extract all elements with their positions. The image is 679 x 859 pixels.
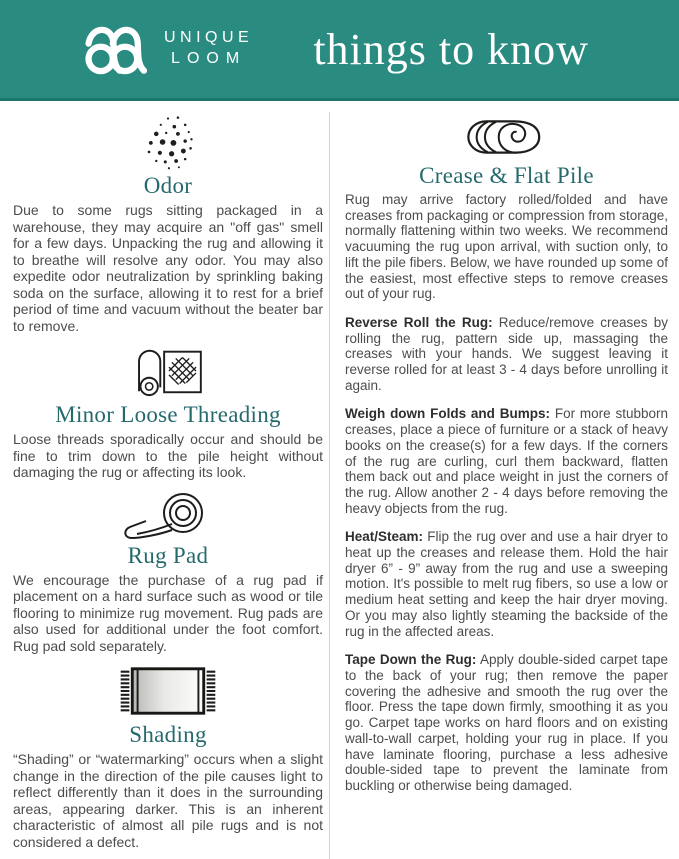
page-title: things to know	[313, 24, 589, 74]
tip-heat-steam-label: Heat/Steam:	[345, 529, 424, 545]
brand-line1: UNIQUE	[164, 29, 254, 47]
section-body-odor: Due to some rugs sitting packaged in a warehouse, they may acquire an "off gas" smell for a few days. Unpacking the rug and allowing it to breathe will resolve any odor. You may also expedite odor neutralization by sprinkling baking soda on the surface, allowing it to rest for a brief period of time and vacuum without the beater bar to remove.	[13, 202, 323, 334]
tip-heat-steam	[345, 529, 668, 639]
section-rug-pad	[13, 490, 323, 655]
content	[0, 101, 679, 859]
section-shading	[13, 663, 323, 850]
tip-tape-down	[345, 652, 668, 793]
section-body-shading: “Shading” or “watermarking” occurs when a slight change in the direction of the pile causes light to reflect differently than it does in the surrounding areas, appearing darker. This is an inherent characteristic of almost all pile rugs and is not considered a defect.	[13, 751, 323, 850]
section-heading-loose-threading: Minor Loose Threading	[55, 402, 281, 427]
section-odor	[13, 114, 323, 334]
crease-rolled-rug-icon	[345, 114, 668, 160]
section-heading-odor: Odor	[143, 173, 193, 198]
tip-tape-down-body: Apply double-sided carpet tape to the back of your rug; then remove the paper covering the adhesive and smooth the rug over the floor. Press the tape down firmly, smoothing it as you go. Carpet tape works on hard floors and on existing wall-to-wall carpet, holding your rug in place. If you have laminate flooring, purchase a less adhesive double-sided tape to prevent the laminate from buckling or otherwise being damaged.	[345, 652, 668, 793]
tip-heat-steam-body: Flip the rug over and use a hair dryer to heat up the creases and release them. Hold the hair dryer 6” - 9” away from the rug and use a sweeping motion. It's possible to melt rug fibers, so use a low or medium heat setting and keep the hair dryer moving. Or you may also lightly steaming the backside of the rug in the affected areas.	[345, 529, 668, 639]
tip-weigh-down-body: For more stubborn creases, place a piece of furniture or a stack of heavy books on the crease(s) for a few days. If the corners of the rug are curling, curl them backward, flatten them back out and place weight in just the corners of the rug. Allow another 2 - 4 days before removing the heavy objects from the rug.	[345, 406, 668, 516]
tip-tape-down-label: Tape Down the Rug:	[345, 652, 477, 668]
section-crease-flat-pile	[345, 114, 668, 302]
section-body-rug-pad: We encourage the purchase of a rug pad if placement on a hard surface such as wood or tile flooring to minimize rug movement. Rug pads are also used for additional under the foot comfort. Rug pad sold separately.	[13, 571, 323, 654]
section-body-crease: Rug may arrive factory rolled/folded and have creases from packaging or compression from storage, normally flattening within two weeks. We recommend vacuuming the rug upon arrival, with suction only, to lift the pile fibers. Below, we have rounded up some of the easiest, most effective steps to remove creases out of your rug.	[345, 192, 668, 302]
left-column	[0, 112, 323, 859]
brand-line2: LOOM	[171, 50, 247, 67]
right-column	[330, 112, 668, 859]
rug-pad-roll-icon	[13, 490, 323, 540]
page-header	[0, 0, 679, 101]
unique-loom-logo-icon	[80, 18, 152, 80]
logo-loops-icon	[80, 18, 152, 80]
rolled-rug-crosshatch-icon	[13, 343, 323, 399]
brand-wordmark	[164, 28, 253, 70]
odor-dots-icon	[13, 114, 323, 170]
section-body-loose-threading: Loose threads sporadically occur and should be fine to trim down to the pile height without damaging the rug or affecting its look.	[13, 431, 323, 480]
section-heading-crease: Crease & Flat Pile	[419, 163, 594, 188]
tip-reverse-roll-body: Reduce/remove creases by rolling the rug, pattern side up, massaging the creases with your hands. We suggest leaving it reverse rolled for at least 3 - 4 days before unrolling it again.	[345, 314, 668, 393]
tip-weigh-down	[345, 406, 668, 516]
tip-reverse-roll	[345, 315, 668, 394]
section-loose-threading	[13, 343, 323, 481]
tip-weigh-down-label: Weigh down Folds and Bumps:	[345, 406, 550, 422]
section-heading-shading: Shading	[129, 722, 207, 747]
section-heading-rug-pad: Rug Pad	[127, 542, 209, 568]
tip-reverse-roll-label: Reverse Roll the Rug:	[345, 314, 493, 330]
shading-rug-icon	[13, 663, 323, 719]
